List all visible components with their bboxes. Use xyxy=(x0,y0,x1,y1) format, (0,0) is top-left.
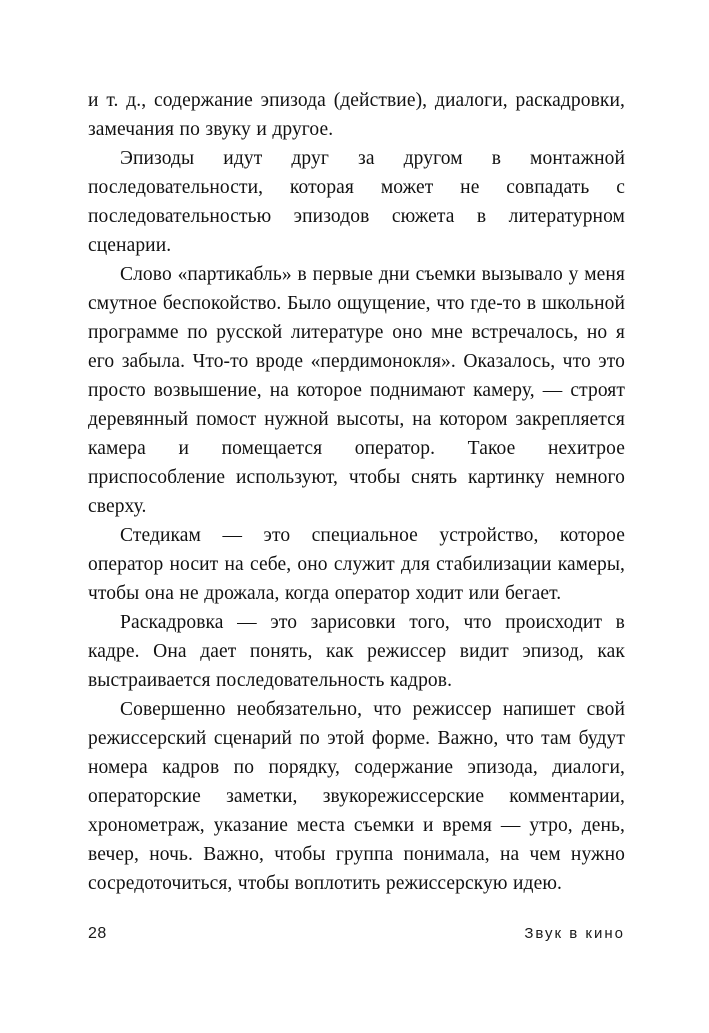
running-title: Звук в кино xyxy=(524,925,625,942)
paragraph: Эпизоды идут друг за другом в монтажной последовательности, которая может не совпадать с последовательностью эпизодов сюжета в литературном сценарии. xyxy=(88,148,625,256)
paragraph: Совершенно необязательно, что режиссер напишет свой режиссерский сценарий по этой форме. Важно, что там будут номера кадров по порядку, содержание эпизода, диалоги, операторские заметки, звукорежиссерские комментарии, хронометраж, указание места съемки и время — утро, день, вечер, ночь. Важно, чтобы группа понимала, на чем нужно сосредоточиться, чтобы воплотить режиссерскую идею. xyxy=(88,699,625,894)
page-text xyxy=(88,86,625,898)
page-number: 28 xyxy=(88,925,107,942)
paragraph: Стедикам — это специальное устройство, которое оператор носит на себе, оно служит для стабилизации камеры, чтобы она не дрожала, когда оператор ходит или бегает. xyxy=(88,525,625,604)
page-footer xyxy=(88,925,625,943)
paragraph: Слово «партикабль» в первые дни съемки вызывало у меня смутное беспокойство. Было ощущение, что где-то в школьной программе по русской литературе оно мне встречалось, но я его забыла. Что-то вроде «пердимонокля». Оказалось, что это просто возвышение, на которое поднимают камеру, — строят деревянный помост нужной высоты, на котором закрепляется камера и помещается оператор. Такое нехитрое приспособление используют, чтобы снять картинку немного сверху. xyxy=(88,264,625,517)
paragraph: и т. д., содержание эпизода (действие), диалоги, раскадровки, замечания по звуку и другое. xyxy=(88,90,625,140)
paragraph: Раскадровка — это зарисовки того, что происходит в кадре. Она дает понять, как режиссер видит эпизод, как выстраивается последовательность кадров. xyxy=(88,612,625,691)
